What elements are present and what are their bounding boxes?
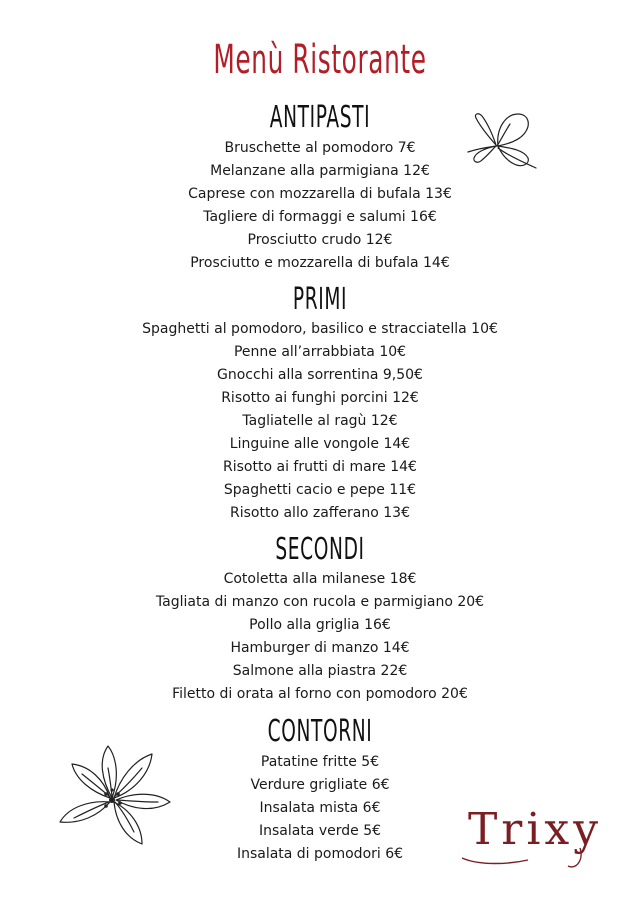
menu-item: Cotoletta alla milanese 18€ (223, 571, 417, 587)
menu-item: Prosciutto e mozzarella di bufala 14€ (190, 255, 450, 271)
menu-item: Caprese con mozzarella di bufala 13€ (188, 186, 452, 202)
menu-item: Spaghetti al pomodoro, basilico e stracciatella 10€ (142, 321, 498, 337)
menu-item: Linguine alle vongole 14€ (229, 436, 411, 452)
section-title-antipasti: ANTIPASTI (269, 100, 371, 135)
flower-icon (50, 740, 180, 850)
menu-item: Patatine fritte 5€ (260, 754, 380, 770)
brand-logo (450, 800, 620, 870)
menu-item: Risotto ai frutti di mare 14€ (223, 459, 417, 475)
section-items-secondi (0, 568, 640, 706)
section-items-primi (0, 318, 640, 525)
menu-item: Risotto ai funghi porcini 12€ (221, 390, 419, 406)
menu-item: Filetto di orata al forno con pomodoro 20€ (172, 686, 468, 702)
menu-item: Insalata di pomodori 6€ (236, 846, 404, 862)
brand-swash-icon (450, 800, 620, 870)
section-title-contorni: CONTORNI (267, 714, 373, 749)
menu-item: Risotto allo zafferano 13€ (230, 505, 410, 521)
section-title-secondi: SECONDI (275, 532, 365, 567)
section-title-primi: PRIMI (292, 282, 348, 317)
menu-item: Hamburger di manzo 14€ (230, 640, 410, 656)
menu-item: Spaghetti cacio e pepe 11€ (223, 482, 417, 498)
menu-item: Penne all’arrabbiata 10€ (233, 344, 407, 360)
menu-item: Verdure grigliate 6€ (250, 777, 390, 793)
menu-item: Pollo alla griglia 16€ (249, 617, 391, 633)
brand-name: Trixy (467, 804, 603, 855)
menu-item: Salmone alla piastra 22€ (232, 663, 408, 679)
menu-item: Insalata mista 6€ (259, 800, 381, 816)
butterfly-icon (466, 108, 546, 172)
menu-item: Prosciutto crudo 12€ (247, 232, 393, 248)
menu-title: Menù Ristorante (213, 37, 427, 83)
menu-item: Melanzane alla parmigiana 12€ (210, 163, 430, 179)
menu-item: Insalata verde 5€ (258, 823, 382, 839)
menu-item: Bruschette al pomodoro 7€ (224, 140, 416, 156)
menu-item: Gnocchi alla sorrentina 9,50€ (217, 367, 423, 383)
menu-item: Tagliata di manzo con rucola e parmigiano 20€ (155, 594, 485, 610)
menu-item: Tagliere di formaggi e salumi 16€ (203, 209, 437, 225)
menu-item: Tagliatelle al ragù 12€ (242, 413, 398, 429)
